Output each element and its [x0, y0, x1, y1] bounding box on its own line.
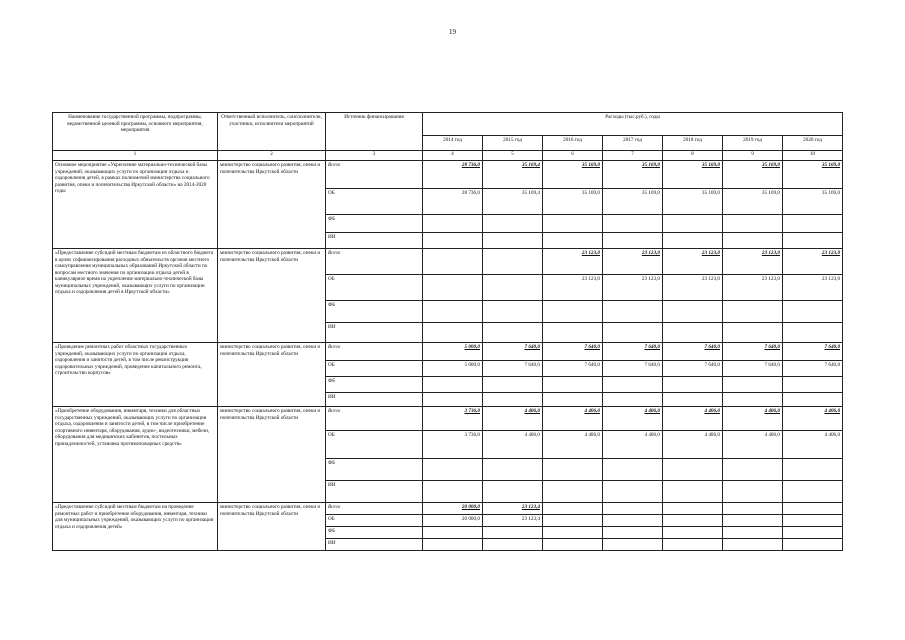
funding-source: ФБ	[326, 377, 423, 393]
measure-name: «Проведение ремонтных работ областных государственных учреждений, оказывающих услуги по организации отдыха, оздоровления и занятости детей, в том числе реконструкция оздоровительных учреждений, проведение капитального ремонта, строительство корпусов»	[53, 343, 218, 407]
amount-cell: 7 640,0	[603, 361, 663, 377]
amount-cell	[483, 215, 543, 233]
amount-cell	[663, 377, 723, 393]
amount-cell: 3 736,0	[423, 407, 483, 431]
amount-cell	[483, 393, 543, 407]
amount-cell	[603, 481, 663, 503]
amount-cell	[603, 459, 663, 481]
amount-cell: 28 736,0	[423, 161, 483, 189]
funding-source: ОБ	[326, 275, 423, 301]
column-number: 2	[218, 151, 326, 161]
amount-cell	[663, 515, 723, 527]
funding-source: ОБ	[326, 431, 423, 459]
amount-cell	[663, 459, 723, 481]
amount-cell	[783, 393, 843, 407]
amount-cell: 35 169,0	[783, 161, 843, 189]
amount-cell	[483, 539, 543, 551]
amount-cell	[723, 215, 783, 233]
amount-cell	[663, 393, 723, 407]
table-row	[53, 161, 843, 189]
amount-cell: 4 406,0	[603, 431, 663, 459]
measure-name: «Предоставление субсидий местным бюджетам на проведение ремонтных работ и приобретение оборудования, инвентаря, техники для муниципальных учреждений, оказывающих услуги по организации отдыха и оздоровления детей»	[53, 503, 218, 551]
amount-cell: 23 123,0	[783, 249, 843, 275]
amount-cell: 4 406,0	[483, 431, 543, 459]
amount-cell	[423, 459, 483, 481]
column-number: 4	[423, 151, 483, 161]
amount-cell	[723, 539, 783, 551]
page-number: 19	[449, 28, 456, 36]
amount-cell	[723, 481, 783, 503]
amount-cell: 23 123,4	[483, 515, 543, 527]
amount-cell	[543, 377, 603, 393]
amount-cell	[483, 301, 543, 323]
amount-cell	[423, 527, 483, 539]
amount-cell: 23 123,0	[723, 249, 783, 275]
funding-source: ИИ	[326, 233, 423, 249]
amount-cell	[663, 233, 723, 249]
amount-cell: 7 640,0	[723, 361, 783, 377]
amount-cell	[723, 323, 783, 343]
funding-source: Всего	[326, 249, 423, 275]
amount-cell	[663, 215, 723, 233]
amount-cell	[423, 301, 483, 323]
amount-cell: 35 169,0	[663, 161, 723, 189]
funding-source: Всего	[326, 343, 423, 361]
year-header: 2020 год	[783, 136, 843, 151]
amount-cell	[543, 393, 603, 407]
amount-cell	[723, 515, 783, 527]
amount-cell: 7 640,0	[783, 361, 843, 377]
amount-cell: 7 640,0	[483, 361, 543, 377]
amount-cell: 7 640,0	[723, 343, 783, 361]
amount-cell	[783, 301, 843, 323]
measure-executor: министерство социального развития, опеки и попечительства Иркутской области	[218, 343, 326, 407]
amount-cell	[543, 459, 603, 481]
amount-cell: 23 123,0	[543, 249, 603, 275]
amount-cell	[723, 377, 783, 393]
year-header: 2017 год	[603, 136, 663, 151]
amount-cell: 35 169,0	[543, 161, 603, 189]
amount-cell	[723, 233, 783, 249]
amount-cell	[543, 301, 603, 323]
amount-cell	[603, 233, 663, 249]
measure-executor: министерство социального развития, опеки и попечительства Иркутской области	[218, 407, 326, 503]
year-header: 2019 год	[723, 136, 783, 151]
amount-cell: 7 640,0	[483, 343, 543, 361]
amount-cell	[783, 515, 843, 527]
amount-cell	[603, 527, 663, 539]
year-header: 2018 год	[663, 136, 723, 151]
amount-cell: 23 123,0	[663, 249, 723, 275]
amount-cell	[543, 527, 603, 539]
amount-cell	[423, 393, 483, 407]
column-number: 8	[663, 151, 723, 161]
amount-cell: 35 169,0	[723, 189, 783, 215]
amount-cell: 35 169,0	[723, 161, 783, 189]
amount-cell: 20 000,0	[423, 503, 483, 515]
measure-name: «Предоставление субсидий местным бюджетам из областного бюджета в целях софинансирования расходных обязательств органов местного самоуправления муниципальных образований Иркутской области по вопросам местного значения по организации отдыха детей в каникулярное время на укрепление материально-технической базы муниципальных учреждений, оказывающих услуги по организации отдыха и оздоровления детей в Иркутской области»	[53, 249, 218, 343]
amount-cell	[603, 515, 663, 527]
amount-cell	[423, 323, 483, 343]
amount-cell: 23 123,0	[603, 249, 663, 275]
funding-source: ИИ	[326, 539, 423, 551]
amount-cell	[723, 503, 783, 515]
amount-cell: 35 169,4	[483, 189, 543, 215]
amount-cell	[783, 503, 843, 515]
measure-executor: министерство социального развития, опеки и попечительства Иркутской области	[218, 249, 326, 343]
amount-cell: 4 406,0	[603, 407, 663, 431]
funding-source: ФБ	[326, 459, 423, 481]
amount-cell: 4 406,0	[783, 431, 843, 459]
funding-source: ИИ	[326, 481, 423, 503]
amount-cell: 4 406,0	[663, 407, 723, 431]
header-expenses: Расходы (тыс.руб.), годы	[423, 113, 843, 136]
funding-source: ИИ	[326, 323, 423, 343]
amount-cell: 4 406,0	[483, 407, 543, 431]
amount-cell: 7 640,0	[783, 343, 843, 361]
amount-cell	[723, 301, 783, 323]
amount-cell	[483, 481, 543, 503]
amount-cell	[783, 539, 843, 551]
amount-cell	[423, 539, 483, 551]
amount-cell	[783, 459, 843, 481]
amount-cell: 7 640,0	[603, 343, 663, 361]
amount-cell: 20 000,0	[423, 515, 483, 527]
measure-executor: министерство социального развития, опеки и попечительства Иркутской области	[218, 161, 326, 249]
column-number: 9	[723, 151, 783, 161]
amount-cell: 4 406,0	[723, 431, 783, 459]
amount-cell	[723, 393, 783, 407]
year-header: 2015 год	[483, 136, 543, 151]
funding-source: ОБ	[326, 515, 423, 527]
amount-cell: 7 640,0	[663, 361, 723, 377]
funding-source: ОБ	[326, 189, 423, 215]
amount-cell: 3 736,0	[423, 431, 483, 459]
amount-cell	[663, 539, 723, 551]
amount-cell	[783, 481, 843, 503]
table-row	[53, 407, 843, 431]
amount-cell: 4 406,0	[543, 407, 603, 431]
amount-cell: 23 123,0	[603, 275, 663, 301]
funding-source: ФБ	[326, 215, 423, 233]
budget-table	[52, 112, 843, 551]
amount-cell: 7 640,0	[663, 343, 723, 361]
measure-name: Основное мероприятие «Укрепление материально-технической базы учреждений, оказывающих услуги по организации отдыха и оздоровления детей, в рамках полномочий министерства социального развития, опеки и попечительства Иркутской области» на 2014-2020 годы	[53, 161, 218, 249]
amount-cell	[723, 459, 783, 481]
amount-cell: 4 406,0	[723, 407, 783, 431]
amount-cell: 28 736,0	[423, 189, 483, 215]
amount-cell	[543, 215, 603, 233]
amount-cell	[483, 233, 543, 249]
amount-cell	[663, 527, 723, 539]
amount-cell	[603, 377, 663, 393]
amount-cell	[783, 377, 843, 393]
amount-cell	[783, 215, 843, 233]
amount-cell: 7 640,0	[543, 361, 603, 377]
year-header: 2014 год	[423, 136, 483, 151]
funding-source: Всего	[326, 161, 423, 189]
amount-cell	[423, 275, 483, 301]
amount-cell: 35 169,0	[543, 189, 603, 215]
amount-cell	[423, 233, 483, 249]
amount-cell: 23 123,0	[723, 275, 783, 301]
amount-cell	[543, 323, 603, 343]
amount-cell	[603, 503, 663, 515]
amount-cell	[603, 539, 663, 551]
amount-cell	[483, 527, 543, 539]
funding-source: ИИ	[326, 393, 423, 407]
amount-cell: 35 169,0	[783, 189, 843, 215]
year-header: 2016 год	[543, 136, 603, 151]
amount-cell	[783, 527, 843, 539]
amount-cell	[543, 481, 603, 503]
amount-cell	[723, 527, 783, 539]
amount-cell	[483, 275, 543, 301]
table-row	[53, 249, 843, 275]
column-number: 5	[483, 151, 543, 161]
amount-cell	[423, 481, 483, 503]
header-source: Источник финансирования	[326, 113, 423, 151]
amount-cell	[663, 301, 723, 323]
measure-name: «Приобретение оборудования, инвентаря, техники для областных государственных учреждений, оказывающих услуги по организации отдыха, оздоровления и занятости детей, в том числе приобретение спортивного инвентаря, оборудования, аудио-, видеотехники, мебели, оборудования для медицинских кабинетов, постельных принадлежностей, установка противопожарных средств»	[53, 407, 218, 503]
amount-cell: 23 123,0	[543, 275, 603, 301]
amount-cell	[543, 515, 603, 527]
amount-cell: 4 406,0	[783, 407, 843, 431]
amount-cell	[603, 215, 663, 233]
funding-source: ОБ	[326, 361, 423, 377]
amount-cell: 35 169,0	[603, 161, 663, 189]
amount-cell	[423, 249, 483, 275]
table-row	[53, 343, 843, 361]
column-number: 1	[53, 151, 218, 161]
funding-source: Всего	[326, 407, 423, 431]
amount-cell	[423, 215, 483, 233]
amount-cell: 23 123,0	[783, 275, 843, 301]
table-row	[53, 503, 843, 515]
amount-cell: 23 123,0	[663, 275, 723, 301]
amount-cell: 5 000,0	[423, 343, 483, 361]
amount-cell: 4 406,0	[543, 431, 603, 459]
amount-cell	[483, 323, 543, 343]
amount-cell	[663, 481, 723, 503]
funding-source: ФБ	[326, 301, 423, 323]
amount-cell	[603, 323, 663, 343]
amount-cell	[663, 503, 723, 515]
amount-cell	[483, 459, 543, 481]
funding-source: ФБ	[326, 527, 423, 539]
amount-cell: 35 169,0	[603, 189, 663, 215]
column-number: 6	[543, 151, 603, 161]
amount-cell: 7 640,0	[543, 343, 603, 361]
amount-cell: 4 406,0	[663, 431, 723, 459]
header-name: Наименование государственной программы, подпрограммы, ведомственной целевой программы, основного мероприятия, мероприятия	[53, 113, 218, 151]
header-executor: Ответственный исполнитель, соисполнители, участники, исполнители мероприятий	[218, 113, 326, 151]
measure-executor: министерство социального развития, опеки и попечительства Иркутской области	[218, 503, 326, 551]
amount-cell	[603, 301, 663, 323]
amount-cell	[783, 233, 843, 249]
amount-cell	[543, 503, 603, 515]
amount-cell	[543, 539, 603, 551]
funding-source: Всего	[326, 503, 423, 515]
column-number: 3	[326, 151, 423, 161]
amount-cell	[423, 377, 483, 393]
amount-cell: 23 123,4	[483, 503, 543, 515]
amount-cell: 35 169,0	[663, 189, 723, 215]
column-number: 10	[783, 151, 843, 161]
amount-cell	[483, 377, 543, 393]
amount-cell	[543, 233, 603, 249]
amount-cell	[663, 323, 723, 343]
amount-cell	[603, 393, 663, 407]
amount-cell	[783, 323, 843, 343]
column-number: 7	[603, 151, 663, 161]
amount-cell: 5 000,0	[423, 361, 483, 377]
amount-cell: 35 169,4	[483, 161, 543, 189]
amount-cell	[483, 249, 543, 275]
